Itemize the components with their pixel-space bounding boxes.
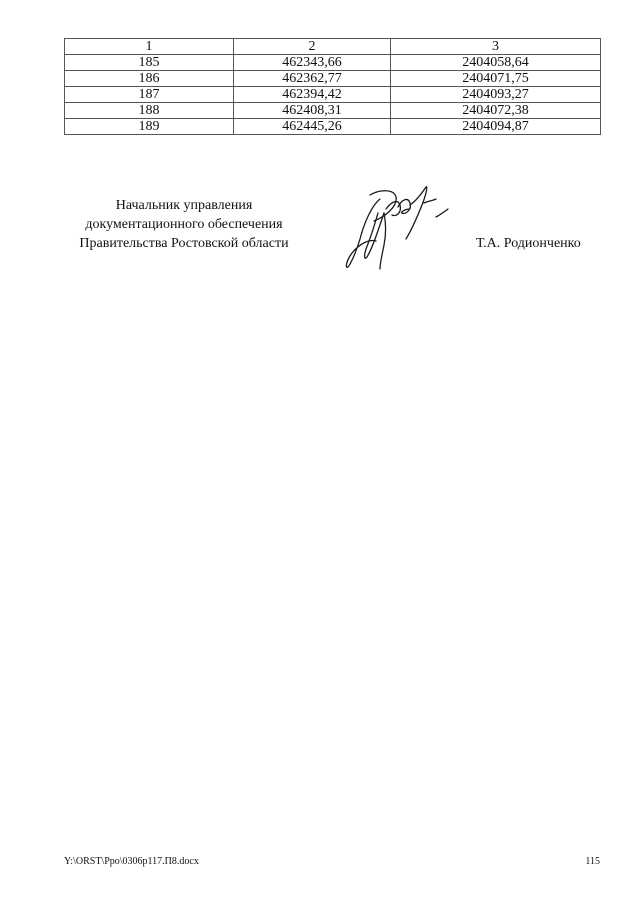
file-path: Y:\ORST\Ppo\0306p117.П8.docx <box>64 856 199 867</box>
signer-position <box>64 196 304 253</box>
signer-position-line: документационного обеспечения <box>85 217 283 232</box>
point-number-cell: 189 <box>65 119 234 135</box>
y-coordinate-cell: 2404072,38 <box>391 103 601 119</box>
column-header: 1 <box>65 39 234 55</box>
x-coordinate-cell: 462394,42 <box>234 87 391 103</box>
point-number-cell: 186 <box>65 71 234 87</box>
point-number-cell: 185 <box>65 55 234 71</box>
table-row <box>65 71 601 87</box>
signer-name: Т.А. Родионченко <box>476 236 581 251</box>
x-coordinate-cell: 462408,31 <box>234 103 391 119</box>
y-coordinate-cell: 2404058,64 <box>391 55 601 71</box>
column-header: 3 <box>391 39 601 55</box>
table-row <box>65 55 601 71</box>
point-number-cell: 187 <box>65 87 234 103</box>
signer-position-line: Начальник управления <box>115 198 253 213</box>
x-coordinate-cell: 462445,26 <box>234 119 391 135</box>
page-number: 115 <box>585 856 600 867</box>
table-row <box>65 119 601 135</box>
y-coordinate-cell: 2404071,75 <box>391 71 601 87</box>
point-number-cell: 188 <box>65 103 234 119</box>
signer-position-line: Правительства Ростовской области <box>79 236 289 251</box>
handwritten-signature-icon <box>340 183 452 271</box>
coordinates-table <box>64 38 601 135</box>
x-coordinate-cell: 462362,77 <box>234 71 391 87</box>
table-header-row <box>65 39 601 55</box>
y-coordinate-cell: 2404094,87 <box>391 119 601 135</box>
y-coordinate-cell: 2404093,27 <box>391 87 601 103</box>
table-row <box>65 87 601 103</box>
column-header: 2 <box>234 39 391 55</box>
x-coordinate-cell: 462343,66 <box>234 55 391 71</box>
table-row <box>65 103 601 119</box>
